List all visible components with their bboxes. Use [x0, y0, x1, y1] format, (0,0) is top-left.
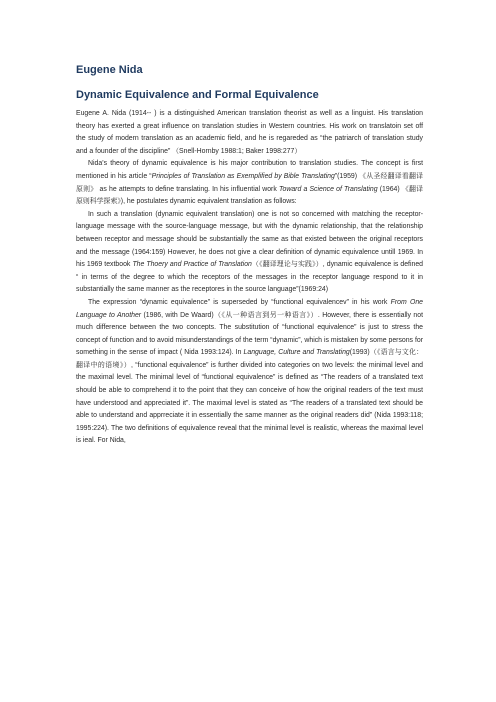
document-body: [76, 64, 423, 448]
paragraph-text: (1986, with De Waard)（《从一种语言到另一种语言》）. However, there is essentially not much difference between the two concepts. The substitution of “functional equivalence” is just to stress the concept of function and to avoid misunderstandings of the term “dynamic”, which is mistaken by some persons for something in the sense of impact ( Nida 1993:124). In: [76, 311, 423, 357]
document-title: Eugene Nida: [76, 64, 143, 76]
paragraph-text: Eugene A. Nida (1914-- ) is a distinguished American translation theorist as well as a linguist. His translation theory has exerted a great influence on translation studies in Western countries. His work on translatoin set off the study of modern translation as an academic field, and he is regareded as “the patriarch of translation study and a founder of the discipline” （Snell-Hornby 1988:1; Baker 1998:277）: [76, 110, 423, 155]
paragraph-text: In such a translation (dynamic equivalent translation) one is not so concerned with matching the receptor-language message with the source-language message, but with the dynamic relationship, that the relationship between receptor and message should be substantially the same as that existed between the original receptors and the message (1964:159) However, he does not give a clear definition of dynamic equivalence untill 1969. In his 1969 textbook: [76, 210, 423, 269]
section-heading: Dynamic Equivalence and Formal Equivalence: [76, 89, 319, 101]
paragraph-text: (1964) 《翻译原则科学探索》), he postulates dynamic equivalent translation as follows:: [76, 185, 424, 206]
paragraph-text: （《翻译理论与实践》）, dynamic equivalence is defined “ in terms of the degree to which the receptors of the messages in the receptor language respond to it in substantially the same manner as the receptores in the source language”(1969:24): [76, 261, 423, 294]
paragraph-text: (1993)（《语言与文化：翻译中的语境》）, “functional equivalence” is further divided into categories on two levels: the minimal level and the maximal level. The minimal level of “functional equivalence” is defined as “The readers of a translated text should be able to comprehend it to the point that they can conceive of how the original readers of the text must have understood and appreciated it”. The maximal level is stated as “The readers of a translated text should be able to understand and apprreciate it in essentially the same manner as the original readers did” (Nida 1993:118; 1995:224). The two definitions of equivalence reveal that the minimal level is realistic, whereas the maximal level is ieal. For Nida,: [76, 349, 423, 445]
paragraph-intro: [76, 108, 423, 158]
work-title: Toward a Science of Translating: [278, 185, 378, 193]
work-title: Language, Culture and Translating: [243, 349, 350, 357]
paragraph-definition: [76, 209, 423, 297]
work-title: Principles of Translation as Exemplified by Bible Translating: [151, 172, 335, 180]
paragraph-text: ”(1959) 《从圣经翻译看翻译原则》 as he attempts to define translating. In his influential work: [76, 172, 423, 193]
work-title: The Thoery and Practice of Translation: [132, 261, 252, 269]
paragraph-functional-equivalence: [76, 297, 423, 448]
paragraph-text: The expression “dynamic equivalence” is superseded by “functional equivalencev” in his work: [88, 298, 391, 306]
work-title: From One Language to Another: [76, 298, 424, 319]
paragraph-text: Nida’s theory of dynamic equivalence is his major contribution to translation studies. The concept is first mentioned in his article “: [76, 160, 423, 180]
paragraph-dynamic-equivalence: [76, 158, 423, 208]
